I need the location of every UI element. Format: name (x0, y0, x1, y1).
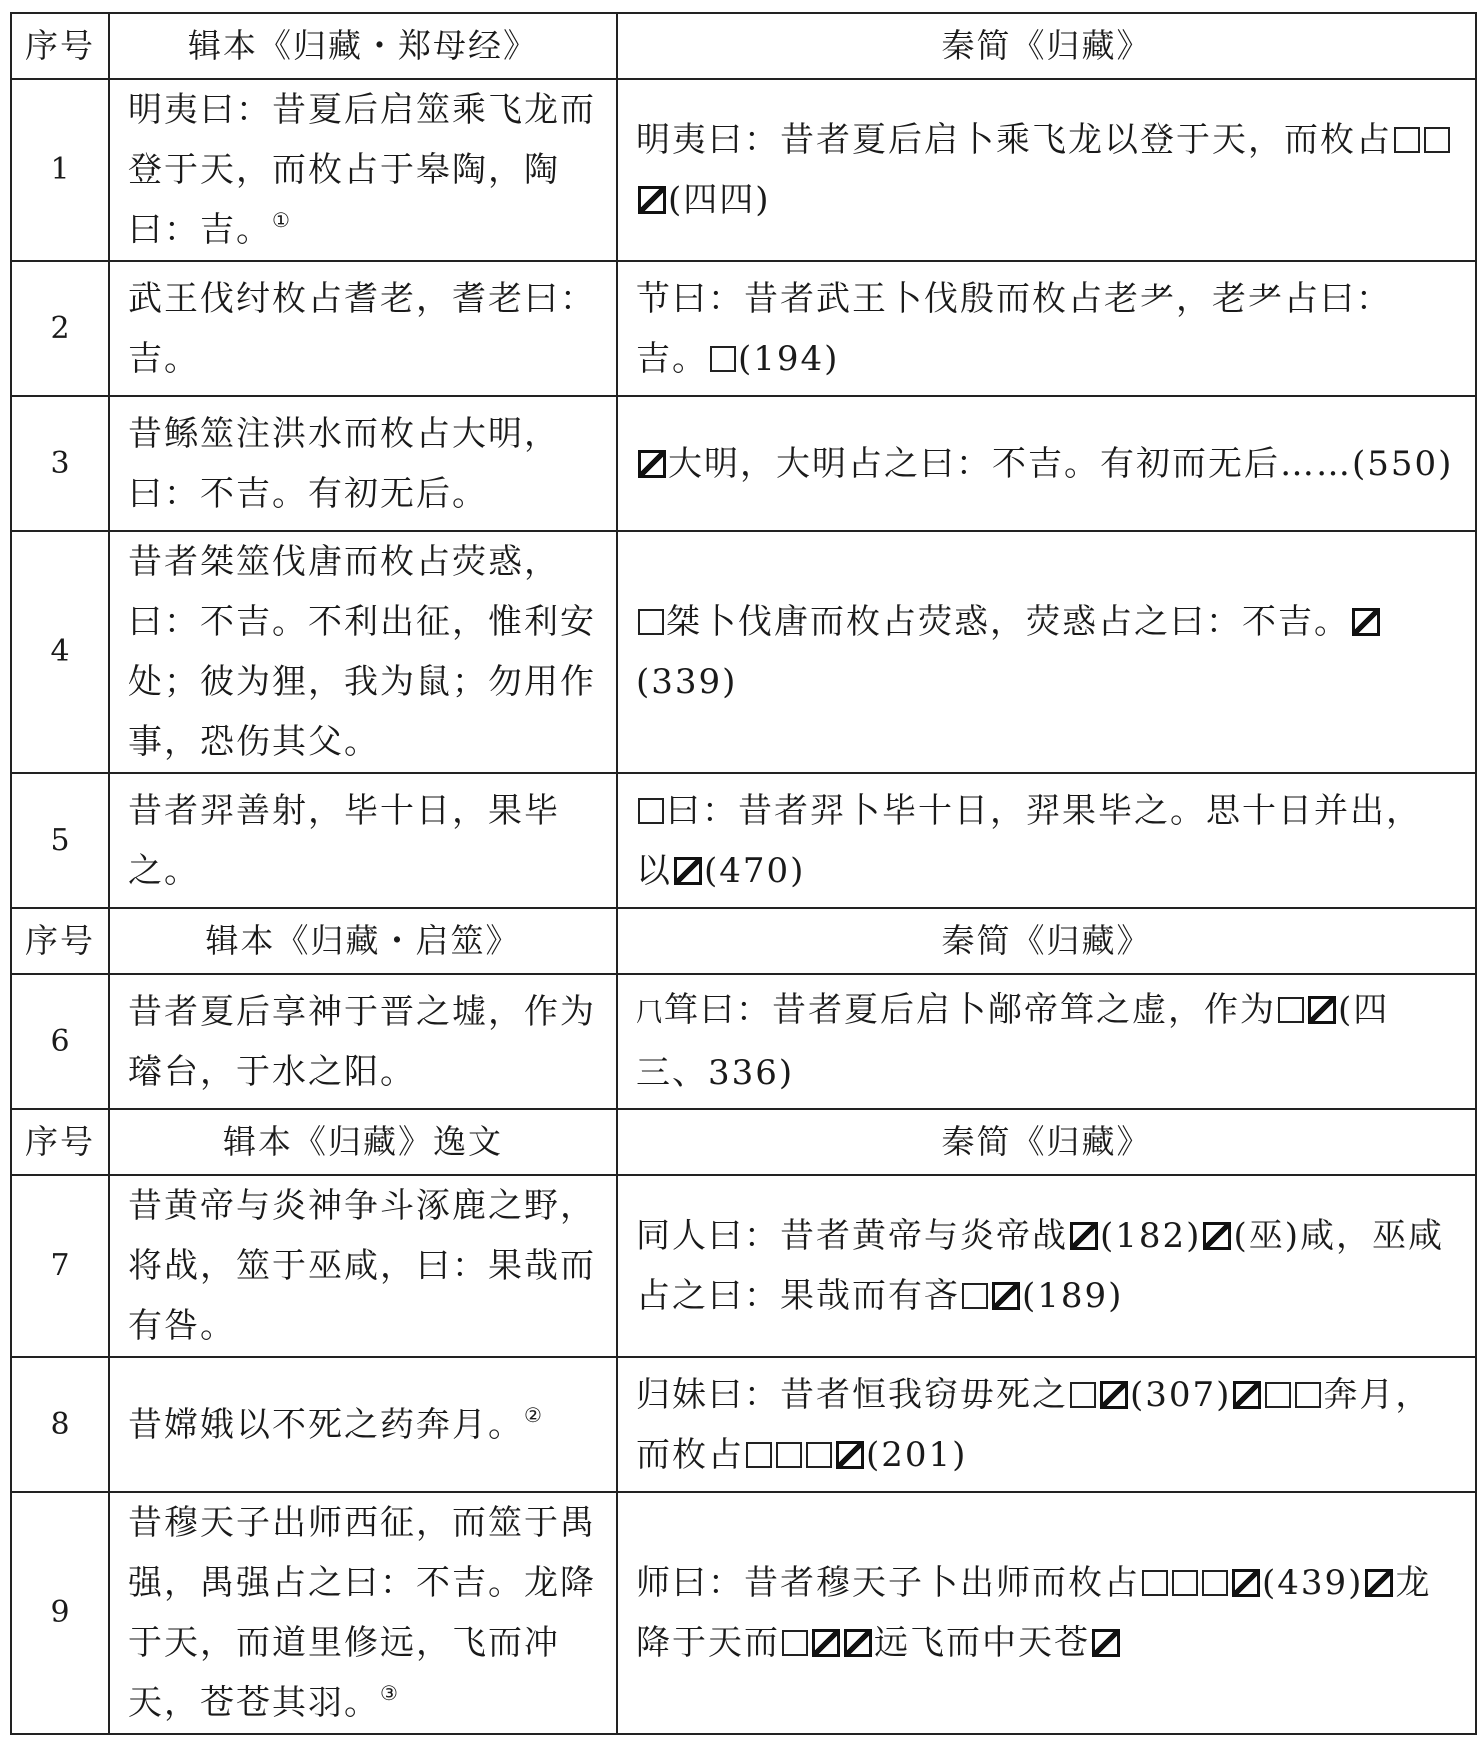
missing-char-box (638, 798, 664, 824)
missing-char-box (746, 1442, 772, 1468)
text-segment: (470) (704, 850, 806, 891)
table-row (11, 1175, 1476, 1357)
break-mark-icon (844, 1629, 872, 1657)
break-mark-icon (1308, 996, 1336, 1024)
text-segment: 明夷曰：昔夏后启筮乘飞龙而登于天，而枚占于皋陶，陶曰：吉。 (128, 90, 596, 250)
qinjian-cell (617, 1492, 1476, 1734)
text-segment: (201) (866, 1434, 968, 1475)
text-segment: (巫)咸，巫咸占之曰：果哉而有吝 (636, 1216, 1444, 1316)
text-segment: 同人曰：昔者黄帝与炎帝战 (636, 1216, 1068, 1256)
table-row (11, 261, 1476, 396)
break-mark-icon (992, 1282, 1020, 1310)
header-index: 序号 (11, 13, 109, 79)
text-segment: (339) (636, 662, 738, 702)
table-row (11, 974, 1476, 1109)
qinjian-cell (617, 1357, 1476, 1492)
text-segment: (182) (1100, 1216, 1202, 1256)
header-qinjian: 秦简《归藏》 (617, 908, 1476, 974)
break-mark-icon (1233, 1381, 1261, 1409)
table-row (11, 1492, 1476, 1734)
missing-char-box (710, 346, 736, 372)
jiben-cell (109, 79, 617, 261)
row-number: 6 (11, 974, 109, 1109)
text-segment: (四三、336) (636, 990, 1390, 1093)
qinjian-cell (617, 531, 1476, 773)
missing-char-box (806, 1442, 832, 1468)
text-segment: 龙降于天而 (636, 1563, 1432, 1663)
text-segment: 归妹曰：昔者恒我窃毋死之 (636, 1374, 1068, 1415)
text-segment: 远飞而中天苍 (874, 1623, 1090, 1663)
footnote-marker: ① (272, 208, 292, 232)
break-mark-icon (1100, 1381, 1128, 1409)
row-number: 7 (11, 1175, 109, 1357)
missing-char-box (782, 1630, 808, 1656)
jiben-cell (109, 1357, 617, 1492)
text-segment: (189) (1022, 1276, 1124, 1316)
comparison-table (10, 12, 1477, 1735)
jiben-cell (109, 1492, 617, 1734)
header-index: 序号 (11, 1109, 109, 1175)
text-segment: 师曰：昔者穆天子卜出师而枚占 (636, 1563, 1140, 1603)
row-number: 4 (11, 531, 109, 773)
text-segment: 节曰：昔者武王卜伐殷而枚占老耂，老耂占曰：吉。 (636, 278, 1392, 379)
missing-char-box (1278, 997, 1304, 1023)
break-mark-icon (674, 857, 702, 885)
header-qinjian: 秦简《归藏》 (617, 1109, 1476, 1175)
missing-char-box (1394, 127, 1420, 153)
table-row (11, 773, 1476, 908)
header-jiben: 辑本《归藏・郑母经》 (109, 13, 617, 79)
break-mark-icon (1232, 1569, 1260, 1597)
row-number: 1 (11, 79, 109, 261)
break-mark-icon (1365, 1569, 1393, 1597)
text-segment: 昔者夏后享神于晋之墟，作为璿台，于水之阳。 (128, 991, 596, 1092)
text-segment: 大明，大明占之曰：不吉。有初而无后……(550) (668, 443, 1454, 484)
jiben-cell (109, 396, 617, 531)
text-segment: 昔者桀筮伐唐而枚占荧惑，曰：不吉。不利出征，惟利安处；彼为狸，我为鼠；勿用作事，恐伤其父。 (128, 542, 596, 762)
text-segment: 昔鲧筮注洪水而枚占大明，曰：不吉。有初无后。 (128, 413, 560, 514)
row-number: 2 (11, 261, 109, 396)
qinjian-cell (617, 79, 1476, 261)
text-segment: (194) (738, 338, 840, 379)
text-segment: 昔嫦娥以不死之药奔月。 (128, 1404, 524, 1445)
table-row (11, 531, 1476, 773)
break-mark-icon (638, 186, 666, 214)
qinjian-cell (617, 1175, 1476, 1357)
missing-char-box (1202, 1570, 1228, 1596)
row-number: 9 (11, 1492, 109, 1734)
qinjian-cell (617, 773, 1476, 908)
missing-char-box (638, 609, 664, 635)
break-mark-icon (1352, 608, 1380, 636)
table-row (11, 79, 1476, 261)
text-segment: 昔者羿善射，毕十日，果毕之。 (128, 790, 560, 891)
break-mark-icon (638, 450, 666, 478)
text-segment: 明夷曰：昔者夏后启卜乘飞龙以登于天，而枚占 (636, 120, 1392, 160)
table-row (11, 1357, 1476, 1492)
header-index: 序号 (11, 908, 109, 974)
missing-char-box (962, 1283, 988, 1309)
break-mark-icon (812, 1629, 840, 1657)
row-number: 3 (11, 396, 109, 531)
text-segment: 昔黄帝与炎神争斗涿鹿之野，将战，筮于巫咸，曰：果哉而有咎。 (128, 1186, 596, 1346)
footnote-marker: ③ (380, 1681, 400, 1705)
text-segment: 䇯曰：昔者夏后启卜䣊帝䇯之虚，作为 (664, 990, 1277, 1030)
missing-char-box (1172, 1570, 1198, 1596)
text-segment: 昔穆天子出师西征，而筮于禺强，禺强占之曰：不吉。龙降于天，而道里修远，飞而冲天，苍苍其羽。 (128, 1503, 596, 1723)
jiben-cell (109, 1175, 617, 1357)
section-header-row (11, 13, 1476, 79)
header-qinjian: 秦简《归藏》 (617, 13, 1476, 79)
break-mark-icon (1092, 1629, 1120, 1657)
qinjian-cell (617, 974, 1476, 1109)
text-segment: (307) (1130, 1374, 1232, 1415)
row-number: 5 (11, 773, 109, 908)
qinjian-cell (617, 261, 1476, 396)
jiben-cell (109, 261, 617, 396)
break-mark-icon (1070, 1222, 1098, 1250)
text-segment: 奔月，而枚占 (636, 1374, 1432, 1475)
text-segment: (439) (1262, 1563, 1364, 1603)
header-jiben: 辑本《归藏・启筮》 (109, 908, 617, 974)
missing-char-box (776, 1442, 802, 1468)
text-segment: 武王伐纣枚占耆老，耆老曰：吉。 (128, 278, 596, 379)
break-mark-icon (836, 1441, 864, 1469)
footnote-marker: ② (524, 1402, 544, 1427)
jiben-cell (109, 974, 617, 1109)
missing-char-box (1142, 1570, 1168, 1596)
jiben-cell (109, 773, 617, 908)
row-number: 8 (11, 1357, 109, 1492)
section-header-row (11, 1109, 1476, 1175)
header-jiben: 辑本《归藏》逸文 (109, 1109, 617, 1175)
missing-char-box (1265, 1382, 1291, 1408)
missing-char-box (1295, 1382, 1321, 1408)
table-row (11, 396, 1476, 531)
section-header-row (11, 908, 1476, 974)
jiben-cell (109, 531, 617, 773)
text-segment: (四四) (668, 180, 771, 220)
radical-glyph: ⺇ (636, 998, 665, 1028)
break-mark-icon (1203, 1222, 1231, 1250)
missing-char-box (1424, 127, 1450, 153)
missing-char-box (1070, 1382, 1096, 1408)
text-segment: 桀卜伐唐而枚占荧惑，荧惑占之曰：不吉。 (666, 602, 1350, 642)
text-segment: 曰：昔者羿卜毕十日，羿果毕之。思十日并出，以 (636, 790, 1422, 891)
qinjian-cell (617, 396, 1476, 531)
